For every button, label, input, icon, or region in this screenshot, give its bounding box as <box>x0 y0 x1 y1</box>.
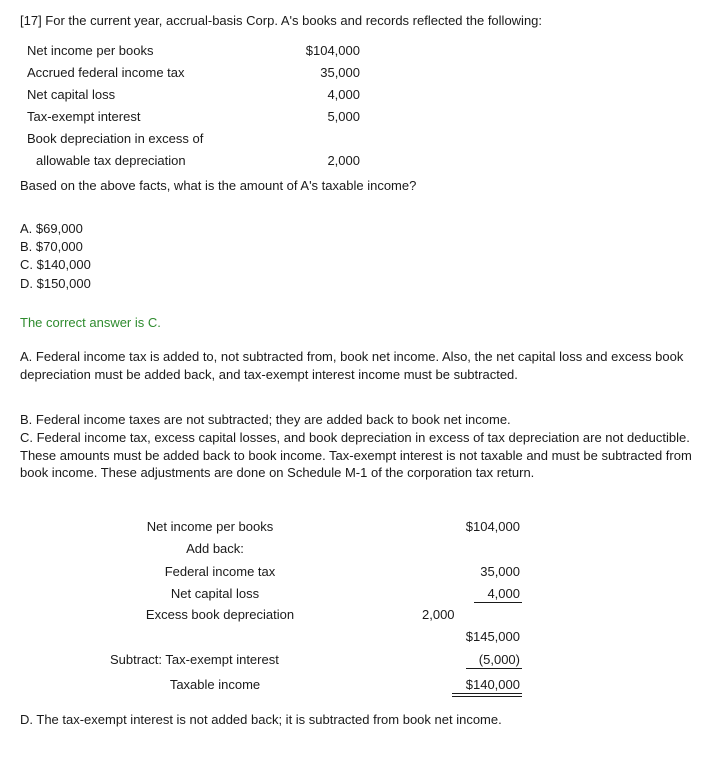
schedule-label: Net capital loss <box>170 586 260 601</box>
fact-label: Accrued federal income tax <box>27 65 185 80</box>
schedule-label: Net income per books <box>146 519 274 534</box>
fact-value: 4,000 <box>327 87 360 102</box>
schedule-label: Subtract: Tax-exempt interest <box>110 652 279 667</box>
correct-answer: The correct answer is C. <box>20 315 161 330</box>
schedule-value-offset: 2,000 <box>422 607 455 622</box>
fact-value: 2,000 <box>327 153 360 168</box>
schedule-subtotal: $145,000 <box>465 629 520 644</box>
fact-label: Net capital loss <box>27 87 116 102</box>
schedule-value: 35,000 <box>480 564 520 579</box>
option-a: A. $69,000 <box>20 221 83 236</box>
total-double-rule <box>452 693 522 697</box>
option-d: D. $150,000 <box>20 276 91 291</box>
schedule-total: $140,000 <box>465 677 520 692</box>
schedule-label: Taxable income <box>169 677 261 692</box>
fact-value: $104,000 <box>305 43 360 58</box>
schedule-label: Federal income tax <box>164 564 276 579</box>
fact-value: 5,000 <box>327 109 360 124</box>
explanation-d: D. The tax-exempt interest is not added back; it is subtracted from book net income. <box>20 712 502 727</box>
explanation-b: B. Federal income taxes are not subtracted; they are added back to book net income. <box>20 412 511 427</box>
option-c: C. $140,000 <box>20 257 91 272</box>
fact-label: allowable tax depreciation <box>36 153 186 168</box>
fact-label: Net income per books <box>27 43 154 58</box>
subtract-rule <box>466 668 522 669</box>
explanation-a: A. Federal income tax is added to, not subtracted from, book net income. Also, the net capital loss and excess book depreciation must be added back, and tax-exempt interest income must be subtracted. <box>20 349 684 382</box>
schedule-label: Excess book depreciation <box>145 607 295 622</box>
question-prompt: Based on the above facts, what is the amount of A's taxable income? <box>20 178 417 193</box>
fact-label: Book depreciation in excess of <box>27 131 204 146</box>
fact-value: 35,000 <box>320 65 360 80</box>
schedule-value: $104,000 <box>465 519 520 534</box>
option-b: B. $70,000 <box>20 239 83 254</box>
schedule-value-underlined: (5,000) <box>478 652 520 667</box>
fact-label: Tax-exempt interest <box>27 109 141 124</box>
schedule-value-underlined: 4,000 <box>487 586 520 601</box>
subtotal-rule <box>474 602 522 603</box>
explanation-c: C. Federal income tax, excess capital losses, and book depreciation in excess of tax depreciation are not deductible. These amounts must be added back to book income. Tax-exempt interest is not taxable and must be subtracted from book income. These adjustments are done on Schedule M-1 of the corporation tax return. <box>20 430 692 480</box>
schedule-label: Add back: <box>186 541 244 556</box>
question-header: [17] For the current year, accrual-basis Corp. A's books and records reflected the following: <box>20 13 543 28</box>
